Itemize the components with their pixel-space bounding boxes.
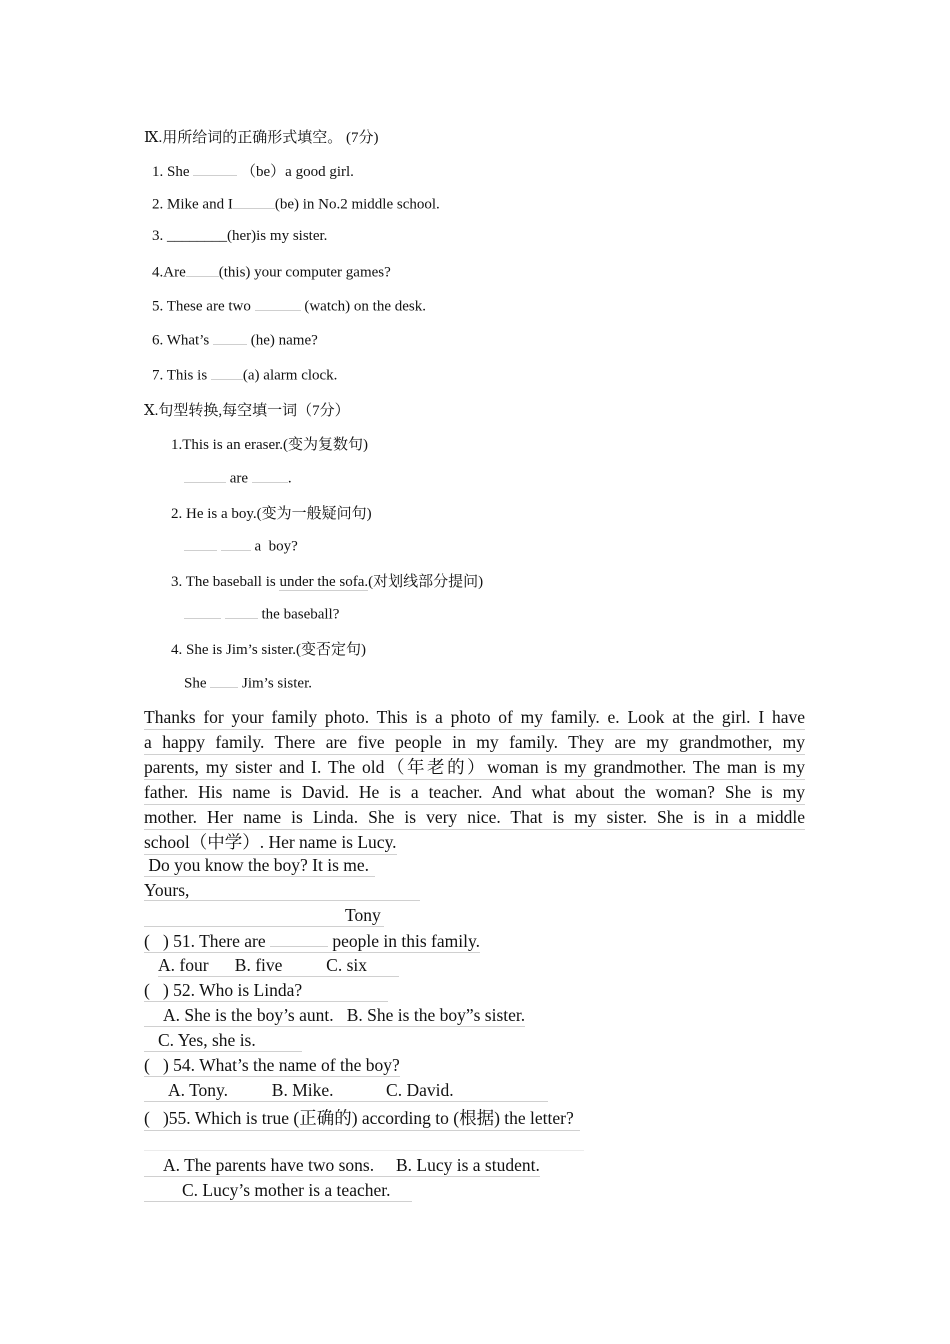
question-10-2-answer: a boy? bbox=[184, 536, 298, 556]
question-9-7: 7. This is (a) alarm clock. bbox=[152, 365, 337, 385]
question-9-5: 5. These are two (watch) on the desk. bbox=[152, 296, 426, 316]
letter-line: school（中学）. Her name is Lucy. bbox=[144, 830, 397, 855]
section-10-title: Ⅹ.句型转换,每空填一词（7分） bbox=[144, 403, 350, 419]
letter-line: parents, my sister and I. The old（年老的）woman is my grandmother. The man is my bbox=[144, 755, 805, 780]
letter-line: father. His name is David. He is a teacher. And what about the woman? She is my bbox=[144, 780, 805, 805]
answer-blank[interactable] bbox=[225, 604, 258, 619]
letter-closing-yours: Yours, bbox=[144, 880, 190, 900]
underlined-phrase: under the sofa. bbox=[279, 574, 369, 590]
answer-blank[interactable] bbox=[252, 468, 288, 483]
question-52-options-ab: A. She is the boy’s aunt. B. She is the boy”s sister. bbox=[144, 1005, 525, 1027]
letter-line: Thanks for your family photo. This is a photo of my family. e. Look at the girl. I have bbox=[144, 705, 805, 730]
answer-blank[interactable] bbox=[186, 262, 219, 277]
question-51: ( ) 51. There are people in this family. bbox=[144, 930, 480, 951]
question-9-6: 6. What’s (he) name? bbox=[152, 330, 318, 350]
question-9-2: 2. Mike and I (be) in No.2 middle school. bbox=[152, 194, 440, 214]
answer-blank[interactable] bbox=[221, 536, 251, 551]
answer-blank[interactable] bbox=[184, 468, 226, 483]
answer-blank[interactable] bbox=[211, 365, 243, 380]
question-10-1-answer: are . bbox=[184, 468, 292, 488]
question-10-2-prompt: 2. He is a boy.(变为一般疑问句) bbox=[171, 506, 372, 522]
answer-blank[interactable] bbox=[233, 194, 275, 209]
rule-line bbox=[144, 1150, 584, 1151]
question-54: ( ) 54. What’s the name of the boy? bbox=[144, 1055, 400, 1075]
letter-line: a happy family. There are five people in my family. They are my grandmother, my bbox=[144, 730, 805, 755]
letter-signature: Tony bbox=[345, 905, 381, 925]
question-10-3-prompt: 3. The baseball is under the sofa.(对划线部分提问) bbox=[171, 574, 484, 590]
question-9-3: 3. ________(her)is my sister. bbox=[152, 228, 328, 244]
question-55: ( )55. Which is true (正确的) according to (根据) the letter? bbox=[144, 1105, 580, 1131]
question-51-options: A. four B. five C. six bbox=[158, 955, 399, 977]
letter-body bbox=[144, 705, 805, 855]
section-9-title: Ⅸ.用所给词的正确形式填空。 (7分) bbox=[144, 130, 379, 146]
answer-blank[interactable] bbox=[255, 296, 301, 311]
question-10-3-answer: the baseball? bbox=[184, 604, 339, 624]
letter-line: mother. Her name is Linda. She is very nice. That is my sister. She is in a middle bbox=[144, 805, 805, 830]
question-55-option-c: C. Lucy’s mother is a teacher. bbox=[144, 1180, 412, 1202]
answer-blank[interactable] bbox=[184, 536, 217, 551]
question-10-1-prompt: 1.This is an eraser.(变为复数句) bbox=[171, 437, 369, 453]
question-10-4-prompt: 4. She is Jim’s sister.(变否定句) bbox=[171, 642, 367, 658]
rule-line bbox=[144, 900, 420, 901]
question-9-4: 4.Are (this) your computer games? bbox=[152, 262, 391, 282]
letter-closing-question: Do you know the boy? It is me. bbox=[144, 855, 375, 877]
answer-blank[interactable] bbox=[193, 162, 237, 177]
answer-blank[interactable] bbox=[270, 930, 328, 947]
question-52-option-c: C. Yes, she is. bbox=[144, 1030, 302, 1052]
question-9-1: 1. She （be）a good girl. bbox=[152, 160, 354, 181]
rule-line bbox=[144, 926, 384, 927]
question-54-options: A. Tony. B. Mike. C. David. bbox=[144, 1080, 548, 1102]
answer-blank[interactable] bbox=[210, 673, 238, 688]
question-10-4-answer: She Jim’s sister. bbox=[184, 673, 312, 693]
question-52: ( ) 52. Who is Linda? bbox=[144, 980, 388, 1002]
answer-blank[interactable] bbox=[184, 604, 221, 619]
answer-blank[interactable] bbox=[213, 330, 247, 345]
question-55-options-ab: A. The parents have two sons. B. Lucy is a student. bbox=[144, 1155, 540, 1177]
